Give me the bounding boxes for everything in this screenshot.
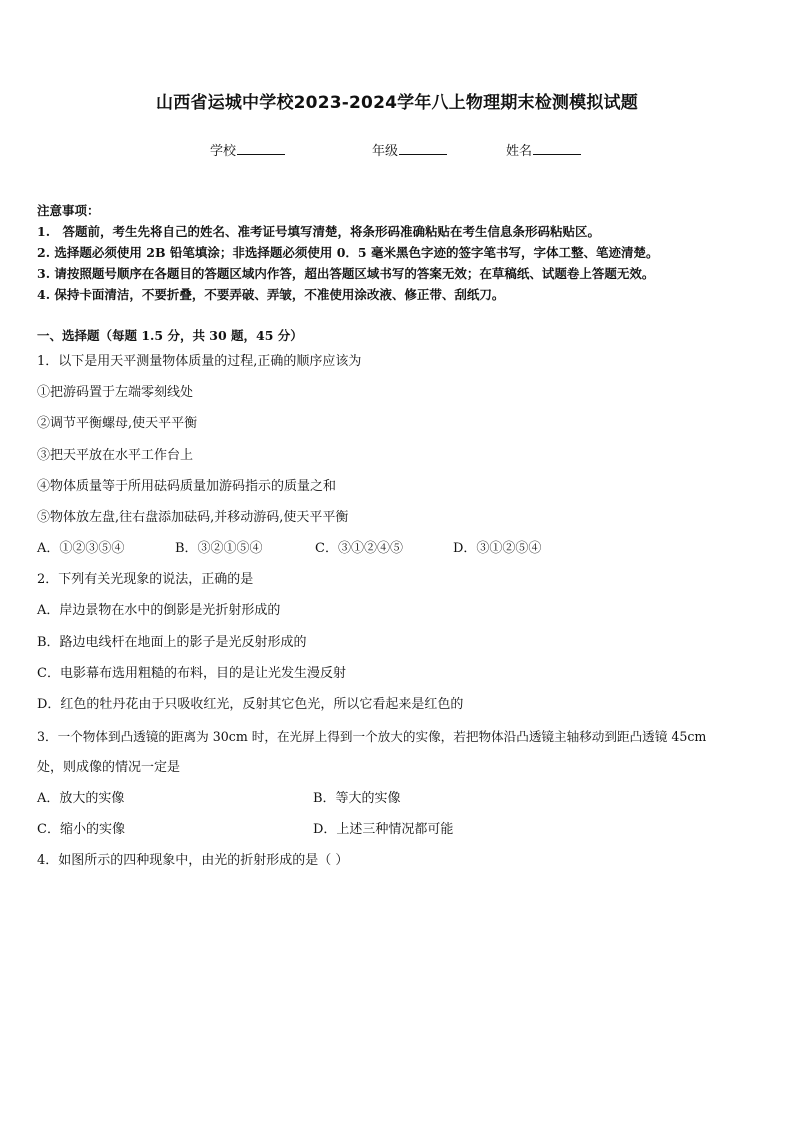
q3-stem-line1: 3．一个物体到凸透镜的距离为 30cm 时，在光屏上得到一个放大的实像，若把物体沿凸透镜主轴移动到距凸透镜 45cm (37, 729, 707, 744)
q4-stem: 4．如图所示的四种现象中，由光的折射形成的是（ ） (37, 853, 349, 868)
q2-option-a: A．岸边景物在水中的倒影是光折射形成的 (37, 603, 281, 618)
grade-label: 年级 (372, 144, 399, 159)
q2-option-c: C．电影幕布选用粗糙的布料，目的是让光发生漫反射 (37, 666, 346, 681)
q2-stem: 2．下列有关光现象的说法，正确的是 (37, 572, 254, 587)
q2-option-d: D．红色的牡丹花由于只吸收红光，反射其它色光，所以它看起来是红色的 (37, 697, 464, 712)
q1-options (37, 539, 541, 559)
q1-option-c: C．③①②④⑤ (315, 541, 403, 556)
notice-block (37, 200, 767, 305)
q3-options-row1 (37, 789, 401, 809)
q1-stem: 1．以下是用天平测量物体质量的过程,正确的顺序应该为 (37, 354, 362, 369)
q1-step: ⑤物体放左盘,往右盘添加砝码,并移动游码,使天平平衡 (37, 510, 349, 525)
notice-item: 3. 请按照题号顺序在各题目的答题区域内作答，超出答题区域书写的答案无效；在草稿纸、试题卷上答题无效。 (37, 266, 655, 281)
notice-item: 4. 保持卡面清洁，不要折叠，不要弄破、弄皱，不准使用涂改液、修正带、刮纸刀。 (37, 287, 505, 302)
grade-blank (399, 141, 447, 155)
q3-options-row2 (37, 820, 453, 840)
school-blank (237, 141, 285, 155)
q1-step: ①把游码置于左端零刻线处 (37, 385, 194, 400)
q3-option-a: A．放大的实像 (37, 791, 125, 806)
q3-stem-line2: 处，则成像的情况一定是 (37, 760, 181, 775)
q2-option-b: B．路边电线杆在地面上的影子是光反射形成的 (37, 635, 307, 650)
name-field (506, 140, 581, 159)
q1-step: ④物体质量等于所用砝码质量加游码指示的质量之和 (37, 479, 337, 494)
q1-option-b: B．③②①⑤④ (175, 541, 263, 556)
q1-step: ③把天平放在水平工作台上 (37, 448, 194, 463)
name-label: 姓名 (506, 144, 533, 159)
notice-heading: 注意事项： (37, 203, 100, 218)
student-info-row (0, 140, 794, 160)
page-title: 山西省运城中学校2023-2024学年八上物理期末检测模拟试题 (156, 93, 638, 113)
q1-option-d: D．③①②⑤④ (453, 541, 542, 556)
section-heading: 一、选择题（每题 1.5 分，共 30 题，45 分） (37, 328, 303, 343)
notice-item: 2. 选择题必须使用 2B 铅笔填涂；非选择题必须使用 0．5 毫米黑色字迹的签字笔书写，字体工整、笔迹清楚。 (37, 245, 659, 260)
q3-option-d: D．上述三种情况都可能 (313, 822, 454, 837)
q1-step: ②调节平衡螺母,使天平平衡 (37, 416, 198, 431)
q1-option-a: A．①②③⑤④ (37, 541, 125, 556)
school-label: 学校 (210, 144, 237, 159)
notice-item: 1. 答题前，考生先将自己的姓名、准考证号填写清楚，将条形码准确粘贴在考生信息条形码粘贴区。 (37, 224, 601, 239)
name-blank (533, 141, 581, 155)
school-field (210, 140, 285, 159)
grade-field (372, 140, 447, 159)
q3-option-b: B．等大的实像 (313, 791, 401, 806)
q3-option-c: C．缩小的实像 (37, 822, 125, 837)
